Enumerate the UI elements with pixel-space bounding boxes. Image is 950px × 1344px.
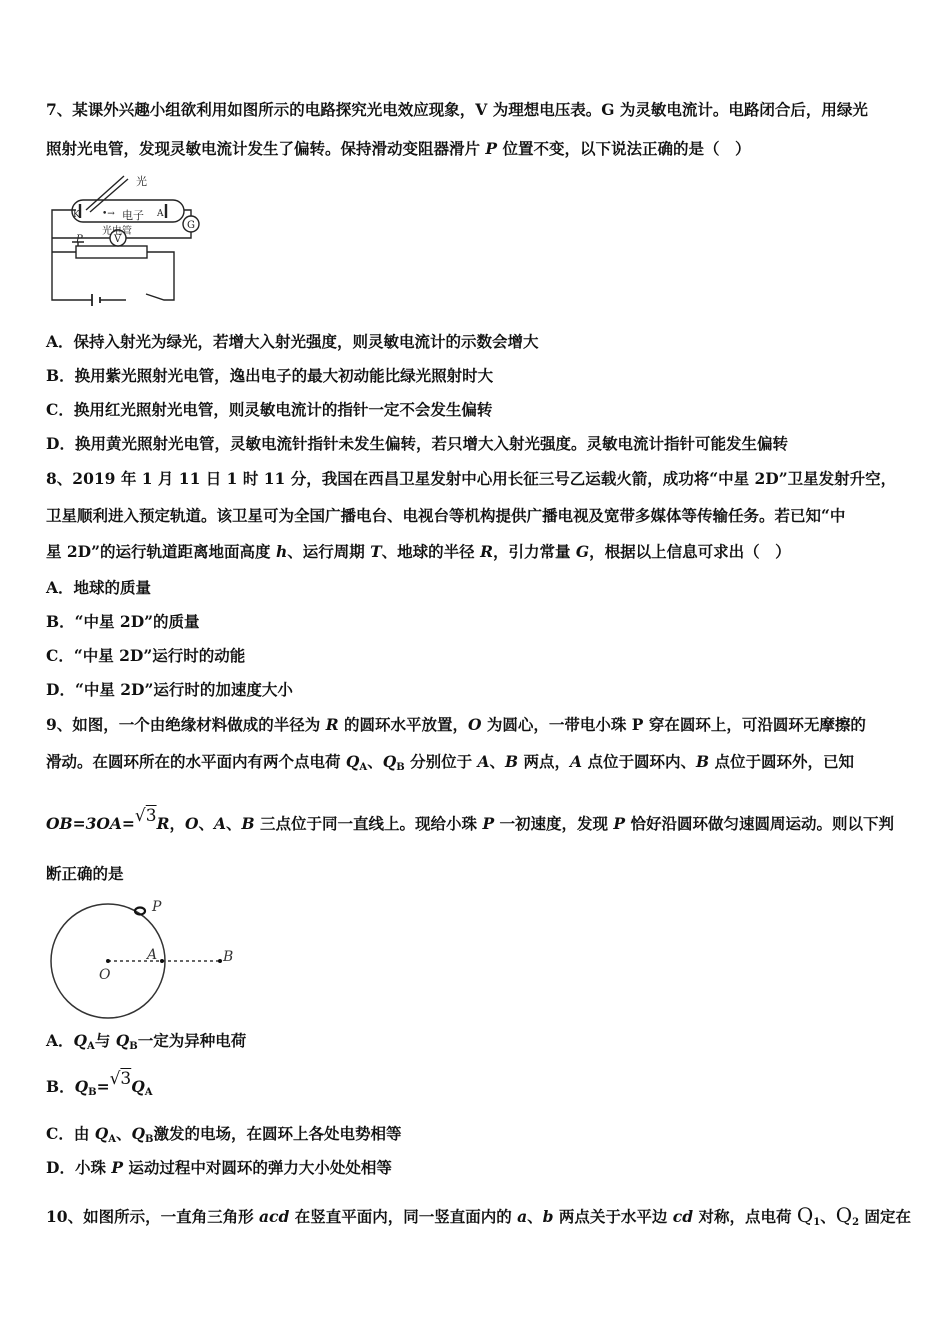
q8-l3-t2: 、运行周期 xyxy=(287,542,371,561)
q9-od-end: 运动过程中对圆环的弹力大小处处相等 xyxy=(123,1158,392,1177)
q7-option-d: D．换用黄光照射光电管，灵敏电流针指针未发生偏转，若只增大入射光强度。灵敏电流计指针可能发生偏转 xyxy=(46,434,788,453)
fig-tube-label: 光电管 xyxy=(102,226,132,237)
q9-l3-t4: 三点位于同一直线上。现给小珠 xyxy=(254,814,483,833)
q9-l3-p2: P xyxy=(613,814,626,833)
q9-l2-t1: 滑动。在圆环所在的水平面内有两个点电荷 xyxy=(46,752,346,771)
q8-var-g: G xyxy=(575,542,590,561)
q9-line-4: 断正确的是 xyxy=(46,864,124,883)
q8-var-t: T xyxy=(370,542,382,561)
label-p: P xyxy=(152,899,162,915)
q9-l2-t2: 分别位于 xyxy=(404,752,478,771)
q9-line-2 xyxy=(46,752,854,778)
q10-t3: 、 xyxy=(527,1207,543,1226)
label-b: B xyxy=(223,949,234,965)
label-a: A xyxy=(147,947,158,963)
q9-oc-label: C．由 xyxy=(46,1124,95,1143)
q10-s2: 2 xyxy=(852,1217,860,1228)
q9-l1-t2: 的圆环水平放置， xyxy=(338,715,468,734)
q9-l3-t5: 一初速度，发现 xyxy=(494,814,614,833)
q9-ob-s2: A xyxy=(144,1087,153,1098)
q7-circuit-figure xyxy=(46,172,201,306)
q9-oc-sep: 、 xyxy=(116,1124,132,1143)
q8-l3-t1: 星 2D”的运行轨道距离地面高度 xyxy=(46,542,276,561)
q7-option-b: B．换用紫光照射光电管，逸出电子的最大初动能比绿光照射时大 xyxy=(46,366,494,385)
q9-l3-p: P xyxy=(482,814,495,833)
battery-shape xyxy=(92,294,100,306)
q7-line-1: 7、某课外兴趣小组欲利用如图所示的电路探究光电效应现象，V 为理想电压表。G 为灵敏电流计。电路闭合后，用绿光 xyxy=(46,100,868,119)
q9-oc-end: 激发的电场，在圆环上各处电势相等 xyxy=(153,1124,402,1143)
fig-g-label: G xyxy=(187,220,195,231)
q10-t1: 10、如图所示，一直角三角形 xyxy=(46,1207,259,1226)
q10-b: b xyxy=(542,1207,554,1226)
q10-t4: 两点关于水平边 xyxy=(553,1207,673,1226)
q8-var-r: R xyxy=(480,542,493,561)
point-b xyxy=(218,959,222,963)
q9-l3-o: O xyxy=(184,814,199,833)
q8-l3-t3: 、地球的半径 xyxy=(381,542,481,561)
q10-acd: acd xyxy=(258,1207,290,1226)
q9-option-a xyxy=(46,1031,246,1057)
q10-q1: Q xyxy=(796,1203,814,1227)
q9-l2-sub-b: B xyxy=(396,762,405,773)
q9-oa-s1: A xyxy=(87,1041,95,1052)
q9-line-3 xyxy=(46,806,894,834)
q8-l3-t4: ，引力常量 xyxy=(492,542,576,561)
q9-l2-t5: 点位于圆环内、 xyxy=(582,752,696,771)
q8-option-c: C．“中星 2D”运行时的动能 xyxy=(46,646,246,665)
q7-line-2-a: 照射光电管，发现灵敏电流计发生了偏转。保持滑动变阻器滑片 xyxy=(46,139,486,158)
fig-a-label: A xyxy=(157,209,164,219)
q9-l3-t1: ， xyxy=(169,814,185,833)
fig-light-label: 光 xyxy=(136,175,147,188)
q9-l2-t6: 点位于圆环外，已知 xyxy=(709,752,854,771)
q9-ob-q2: Q xyxy=(131,1077,145,1096)
q7-line-2 xyxy=(46,139,750,159)
q9-ob-sqrt: √3 xyxy=(109,1069,132,1089)
q10-s1: 1 xyxy=(813,1217,821,1228)
q9-l1-t1: 9、如图，一个由绝缘材料做成的半径为 xyxy=(46,715,326,734)
q7-line-2-b: 位置不变，以下说法正确的是（ ） xyxy=(497,139,751,158)
q9-oc-s2: B xyxy=(145,1134,154,1145)
q9-l3-root: 3 xyxy=(145,806,157,826)
fig-p-label: P xyxy=(76,234,83,245)
q9-oc-q1: Q xyxy=(94,1124,109,1143)
q9-l2-sep: 、 xyxy=(367,752,383,771)
q9-l3-t2: 、 xyxy=(198,814,214,833)
q9-l3-a: A xyxy=(214,814,227,833)
q7-option-a: A．保持入射光为绿光，若增大入射光强度，则灵敏电流计的示数会增大 xyxy=(46,332,539,351)
q10-sep: 、 xyxy=(820,1207,836,1226)
q8-option-b: B．“中星 2D”的质量 xyxy=(46,612,200,631)
q9-l3-t6: 恰好沿圆环做匀速圆周运动。则以下判 xyxy=(625,814,894,833)
q8-option-a: A．地球的质量 xyxy=(46,578,152,597)
q9-l3-t3: 、 xyxy=(226,814,242,833)
q9-l2-pb2: B xyxy=(695,752,710,771)
q9-l2-q: Q xyxy=(345,752,360,771)
q9-l2-sub-a: A xyxy=(359,762,368,773)
q9-oc-q2: Q xyxy=(131,1124,146,1143)
q7-var-p: P xyxy=(485,139,498,158)
q8-var-h: h xyxy=(275,542,288,561)
q9-line-1 xyxy=(46,715,866,735)
q8-line-2: 卫星顺利进入预定轨道。该卫星可为全国广播电台、电视台等机构提供广播电视及宽带多媒体等传输任务。若已知“中 xyxy=(46,506,846,525)
q9-var-r: R xyxy=(325,715,339,734)
light-beam-shape xyxy=(86,176,128,212)
q9-ob-eq: = xyxy=(96,1077,110,1096)
q10-q2: Q xyxy=(835,1203,853,1227)
q9-l2-pb: B xyxy=(505,752,519,771)
rheostat-shape xyxy=(76,246,147,258)
q8-option-d: D．“中星 2D”运行时的加速度大小 xyxy=(46,680,293,699)
q9-option-b xyxy=(46,1069,153,1103)
q8-l3-t5: ，根据以上信息可求出（ ） xyxy=(589,542,791,561)
q9-option-c xyxy=(46,1124,402,1150)
q9-ob-label: B． xyxy=(46,1077,75,1096)
q9-l3-sqrt: √3 xyxy=(134,806,157,826)
q10-a: a xyxy=(517,1207,528,1226)
q10-line-1 xyxy=(46,1205,911,1233)
q9-l1-t3: 为圆心，一带电小珠 P 穿在圆环上，可沿圆环无摩擦的 xyxy=(481,715,866,734)
fig-electron-label: 电子 xyxy=(122,209,144,222)
q9-l3-eq: OB=3OA= xyxy=(46,814,135,833)
q9-oa-q1: Q xyxy=(73,1031,88,1050)
point-o xyxy=(106,959,110,963)
q9-ob-s1: B xyxy=(88,1087,97,1098)
q9-oa-mid: 与 xyxy=(94,1031,116,1050)
q9-l2-pa2: A xyxy=(570,752,583,771)
wire-rheostat xyxy=(52,252,174,282)
q9-l2-q2: Q xyxy=(382,752,397,771)
q9-oa-q2: Q xyxy=(115,1031,130,1050)
q9-od-p: P xyxy=(111,1158,123,1177)
q9-l3-r: R xyxy=(156,814,170,833)
q9-ob-root: 3 xyxy=(120,1069,132,1089)
q8-line-1: 8、2019 年 1 月 11 日 1 时 11 分，我国在西昌卫星发射中心用长征三号乙运载火箭，成功将“中星 2D”卫星发射升空， xyxy=(46,469,897,488)
label-o: O xyxy=(99,967,111,983)
q7-option-c: C．换用红光照射光电管，则灵敏电流计的指针一定不会发生偏转 xyxy=(46,400,493,419)
q9-var-o: O xyxy=(467,715,482,734)
fig-electron-dots: •→ xyxy=(102,209,115,219)
q9-l2-t4: 两点， xyxy=(518,752,571,771)
q9-oc-s1: A xyxy=(108,1134,117,1145)
q9-oa-end: 一定为异种电荷 xyxy=(137,1031,247,1050)
q9-oa-label: A． xyxy=(46,1031,74,1050)
q9-option-d xyxy=(46,1158,392,1178)
q9-od-label: D．小珠 xyxy=(46,1158,112,1177)
q9-ob-q1: Q xyxy=(74,1077,89,1096)
q10-t6: 固定在 xyxy=(859,1207,912,1226)
q10-t2: 在竖直平面内，同一竖直面内的 xyxy=(289,1207,518,1226)
q9-oa-s2: B xyxy=(129,1041,138,1052)
q9-l2-pa: A xyxy=(477,752,490,771)
fig-k-label: K xyxy=(73,210,80,220)
q9-l2-t3: 、 xyxy=(489,752,506,771)
q9-ring-figure xyxy=(44,895,244,1020)
q10-cd: cd xyxy=(672,1207,694,1226)
q10-t5: 对称，点电荷 xyxy=(693,1207,797,1226)
point-a xyxy=(160,959,164,963)
q8-line-3 xyxy=(46,542,791,562)
q9-l3-b: B xyxy=(241,814,255,833)
fig-v-label: V xyxy=(114,234,122,245)
wire-bottom xyxy=(52,282,174,300)
